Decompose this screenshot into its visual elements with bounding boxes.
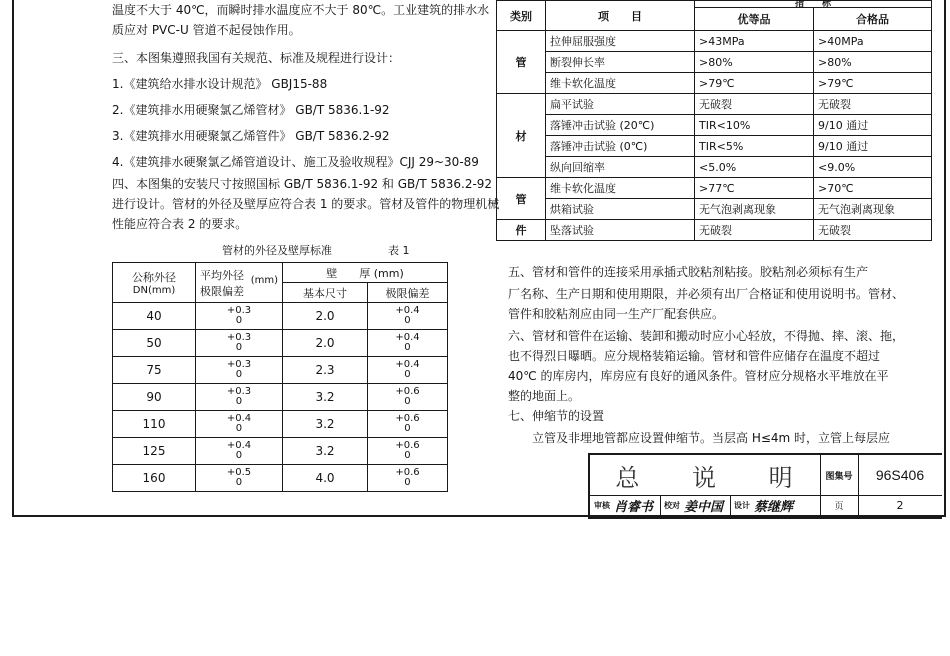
table1-number: 表 1 — [388, 244, 410, 257]
table1-caption: 管材的外径及壁厚标准 — [222, 244, 332, 257]
check-label: 校对 — [664, 501, 681, 510]
table-row: 管 拉伸屈服强度 >43MPa >40MPa — [497, 31, 932, 52]
table-row: 维卡软化温度 >79℃ >79℃ — [497, 73, 932, 94]
table-row: 落锤冲击试验 (0℃) TIR<5% 9/10 通过 — [497, 136, 932, 157]
table-row: 烘箱试验 无气泡剥离现象 无气泡剥离现象 — [497, 199, 932, 220]
table1-header-tol: 极限偏差 — [368, 283, 448, 303]
table-row: 160 +0.5 0 4.0 +0.6 0 — [113, 465, 448, 492]
table2-header-item: 项 目 — [546, 1, 695, 31]
table-row: 纵向回缩率 <5.0% <9.0% — [497, 157, 932, 178]
title-block — [588, 453, 942, 519]
table-row: 110 +0.4 0 3.2 +0.6 0 — [113, 411, 448, 438]
right-paragraph-5: 也不得烈日曝晒。应分规格装箱运输。管材和管件应储存在温度不超过 — [508, 349, 881, 363]
right-paragraph-4: 六、管材和管件在运输、装卸和搬动时应小心轻放，不得抛、摔、滚、拖， — [508, 329, 905, 343]
table2-header-index: 指 标 — [695, 1, 932, 8]
table2-group-pipe-b: 材 — [497, 94, 546, 178]
table1-header-basic: 基本尺寸 — [283, 283, 368, 303]
table2-header-grade1: 优等品 — [695, 8, 814, 31]
table2-header-category: 类别 — [497, 1, 546, 31]
left-paragraph-8: 四、本图集的安装尺寸按照国标 GB/T 5836.1-92 和 GB/T 5836.2-92 — [112, 177, 493, 191]
table2-group-pipe-a: 管 — [497, 31, 546, 94]
table2-header-grade2: 合格品 — [814, 8, 932, 31]
table-row: 件 坠落试验 无破裂 无破裂 — [497, 220, 932, 241]
table2-mechanical-properties — [496, 0, 932, 241]
left-paragraph-9: 进行设计。管材的外径及壁厚应符合表 1 的要求。管材及管件的物理机械 — [112, 197, 500, 211]
table-row: 40 +0.3 0 2.0 +0.4 0 — [113, 303, 448, 330]
right-paragraph-9: 立管及非埋地管都应设置伸缩节。当层高 H≤4m 时，立管上每层应 — [508, 431, 891, 445]
design-label: 设计 — [734, 501, 751, 510]
table-row: 75 +0.3 0 2.3 +0.4 0 — [113, 357, 448, 384]
table-row: 50 +0.3 0 2.0 +0.4 0 — [113, 330, 448, 357]
table1-header-od: 平均外径 极限偏差 (mm) — [196, 263, 283, 303]
table-row: 落锤冲击试验 (20℃) TIR<10% 9/10 通过 — [497, 115, 932, 136]
table-row: 断裂伸长率 >80% >80% — [497, 52, 932, 73]
table1-header-wall: 壁 厚 (mm) — [283, 263, 448, 283]
left-paragraph-3: 三、本图集遵照我国有关规范、标准及规程进行设计： — [112, 51, 401, 65]
table1-header-dn: 公称外径 DN(mm) — [113, 263, 196, 303]
right-paragraph-6: 40℃ 的库房内，库房应有良好的通风条件。管材应分规格水平堆放在平 — [508, 369, 889, 383]
table2-group-fitting-a: 管 — [497, 178, 546, 220]
table-row: 125 +0.4 0 3.2 +0.6 0 — [113, 438, 448, 465]
right-paragraph-1: 五、管材和管件的连接采用承插式胶粘剂粘接。胶粘剂必须标有生产 — [508, 265, 869, 279]
review-label: 审核 — [594, 501, 610, 510]
table-row: 管 维卡软化温度 >77℃ >70℃ — [497, 178, 932, 199]
table-row: 90 +0.3 0 3.2 +0.6 0 — [113, 384, 448, 411]
table2-group-fitting-b: 件 — [497, 220, 546, 241]
atlas-number-value: 96S406 — [858, 455, 942, 496]
check-signature: 姜中国 — [684, 500, 724, 515]
right-paragraph-3: 管件和胶粘剂应由同一生产厂配套供应。 — [508, 307, 725, 321]
table-row: 材 扁平试验 无破裂 无破裂 — [497, 94, 932, 115]
left-paragraph-1: 温度不大于 40℃，而瞬时排水温度应不大于 80℃。工业建筑的排水水 — [112, 3, 490, 17]
atlas-number-label: 图集号 — [820, 455, 859, 496]
left-paragraph-4: 1.《建筑给水排水设计规范》 GBJ15-88 — [112, 77, 328, 91]
left-paragraph-2: 质应对 PVC-U 管道不起侵蚀作用。 — [112, 23, 301, 37]
left-paragraph-7: 4.《建筑排水硬聚氯乙烯管道设计、施工及验收规程》CJJ 29~30-89 — [112, 155, 479, 169]
design-signature: 蔡继辉 — [754, 500, 794, 515]
drawing-title: 总 说 明 — [590, 455, 821, 496]
right-paragraph-2: 厂名称、生产日期和使用期限，并必须有出厂合格证和使用说明书。管材、 — [508, 287, 905, 301]
left-paragraph-10: 性能应符合表 2 的要求。 — [112, 217, 248, 231]
right-paragraph-8: 七、伸缩节的设置 — [508, 409, 605, 423]
page-value: 2 — [896, 499, 904, 512]
signature-row — [590, 496, 821, 515]
right-paragraph-7: 整的地面上。 — [508, 389, 581, 403]
left-paragraph-5: 2.《建筑排水用硬聚氯乙烯管材》 GB/T 5836.1-92 — [112, 103, 390, 117]
review-signature: 肖睿书 — [614, 500, 654, 515]
table1-pipe-dimensions — [112, 262, 448, 492]
left-paragraph-6: 3.《建筑排水用硬聚氯乙烯管件》 GB/T 5836.2-92 — [112, 129, 390, 143]
page-label: 页 — [820, 496, 859, 515]
